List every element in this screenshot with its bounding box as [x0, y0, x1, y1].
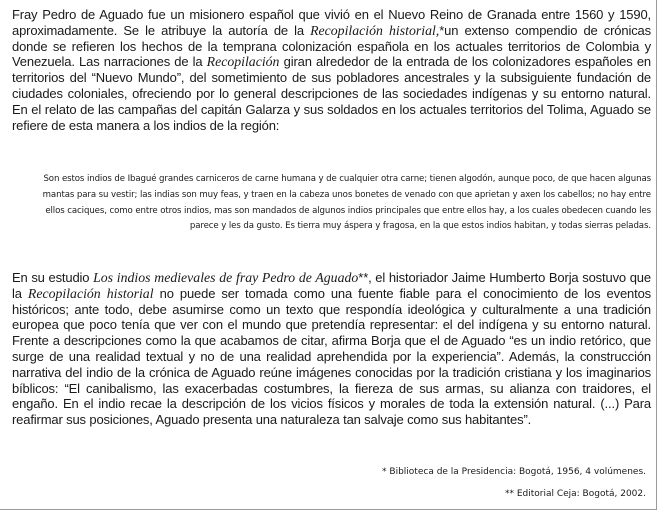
book-title-recopilacion-short: Recopilación: [206, 54, 280, 70]
book-title-recopilacion: Recopilación historial,: [310, 22, 440, 38]
intro-paragraph: [12, 7, 651, 133]
book-title-recopilacion-historial: Recopilación historial: [27, 285, 154, 301]
footnote-1: * Biblioteca de la Presidencia: Bogotá, 1956, 4 volúmenes.: [382, 467, 646, 477]
aguado-quote: Son estos indios de Ibagué grandes carniceros de carne humana y de cualquier otra carne; tienen algodón, aunque poco, de que hacen algunas mantas para su vestir; las indias son muy feas, y traen en la cabeza unos bonetes de venado con que aprietan y axen los cabellos; no hay entre ellos caciques, como entre otros indios, mas son mandados de algunos indios principales que entre ellos hay, a los cuales obedecen cuando les parece y les da gusto. Es tierra muy áspera y fragosa, en la que estos indios habitan, y todas sierras peladas.: [42, 174, 651, 232]
book-title-indios-medievales: Los indios medievales de fray Pedro de Aguado: [93, 270, 359, 285]
borja-paragraph: [12, 270, 651, 428]
footnote-2: ** Editorial Ceja: Bogotá, 2002.: [504, 489, 646, 499]
borja-text-end: no puede ser tomada como una fuente fiable para el conocimiento de los eventos históricos; ante todo, debe asumirse como un texto que respondía ideológica y culturalmente a una tradición europea que poco tenía que ver con el mundo que pretendía representar: el del indígena y su entorno natural. Frente a descripciones como la que acabamos de citar, afirma Borja que el de Aguado “es un indio retórico, que surge de una realidad textual y no de una realidad aprehendida por la experiencia”. Además, la construcción narrativa del indio de la crónica de Aguado reúne imágenes conocidas por la tradición cristiana y los imaginarios bíblicos: “El canibalismo, las exacerbadas costumbres, la fiereza de sus armas, su alianza con traidores, el engaño. En el indio recae la descripción de los vicios físicos y morales de toda la extensión natural. (...) Para reafirmar sus posiciones, Aguado presenta una naturaleza tan salvaje como sus habitantes”.: [12, 285, 652, 428]
borja-text-middle: **, el historiador Jaime Humberto Borja sostuvo que la: [12, 270, 651, 301]
intro-text-start: Fray Pedro de Aguado fue un misionero español que vivió en el Nuevo Reino de Granada entre 1560 y 1590, aproximadamente. Se le atribuye la autoría de la: [12, 7, 651, 38]
intro-text-end: giran alrededor de la entrada de los colonizadores españoles en territorios del “Nuevo Mundo”, del sometimiento de sus pobladores ancestrales y la subsiguiente fundación de ciudades coloniales, ofreciendo por lo general descripciones de las sociedades indígenas y su entorno natural. En el relato de las campañas del capitán Galarza y sus soldados en los actuales territorios del Tolima, Aguado se refiere de esta manera a los indios de la región:: [12, 54, 651, 133]
intro-text-middle: *un extenso compendio de crónicas donde se refieren los hechos de la temprana colonización española en los actuales territorios de Colombia y Venezuela. Las narraciones de la: [12, 22, 651, 70]
borja-text-start: En su estudio: [12, 270, 94, 285]
